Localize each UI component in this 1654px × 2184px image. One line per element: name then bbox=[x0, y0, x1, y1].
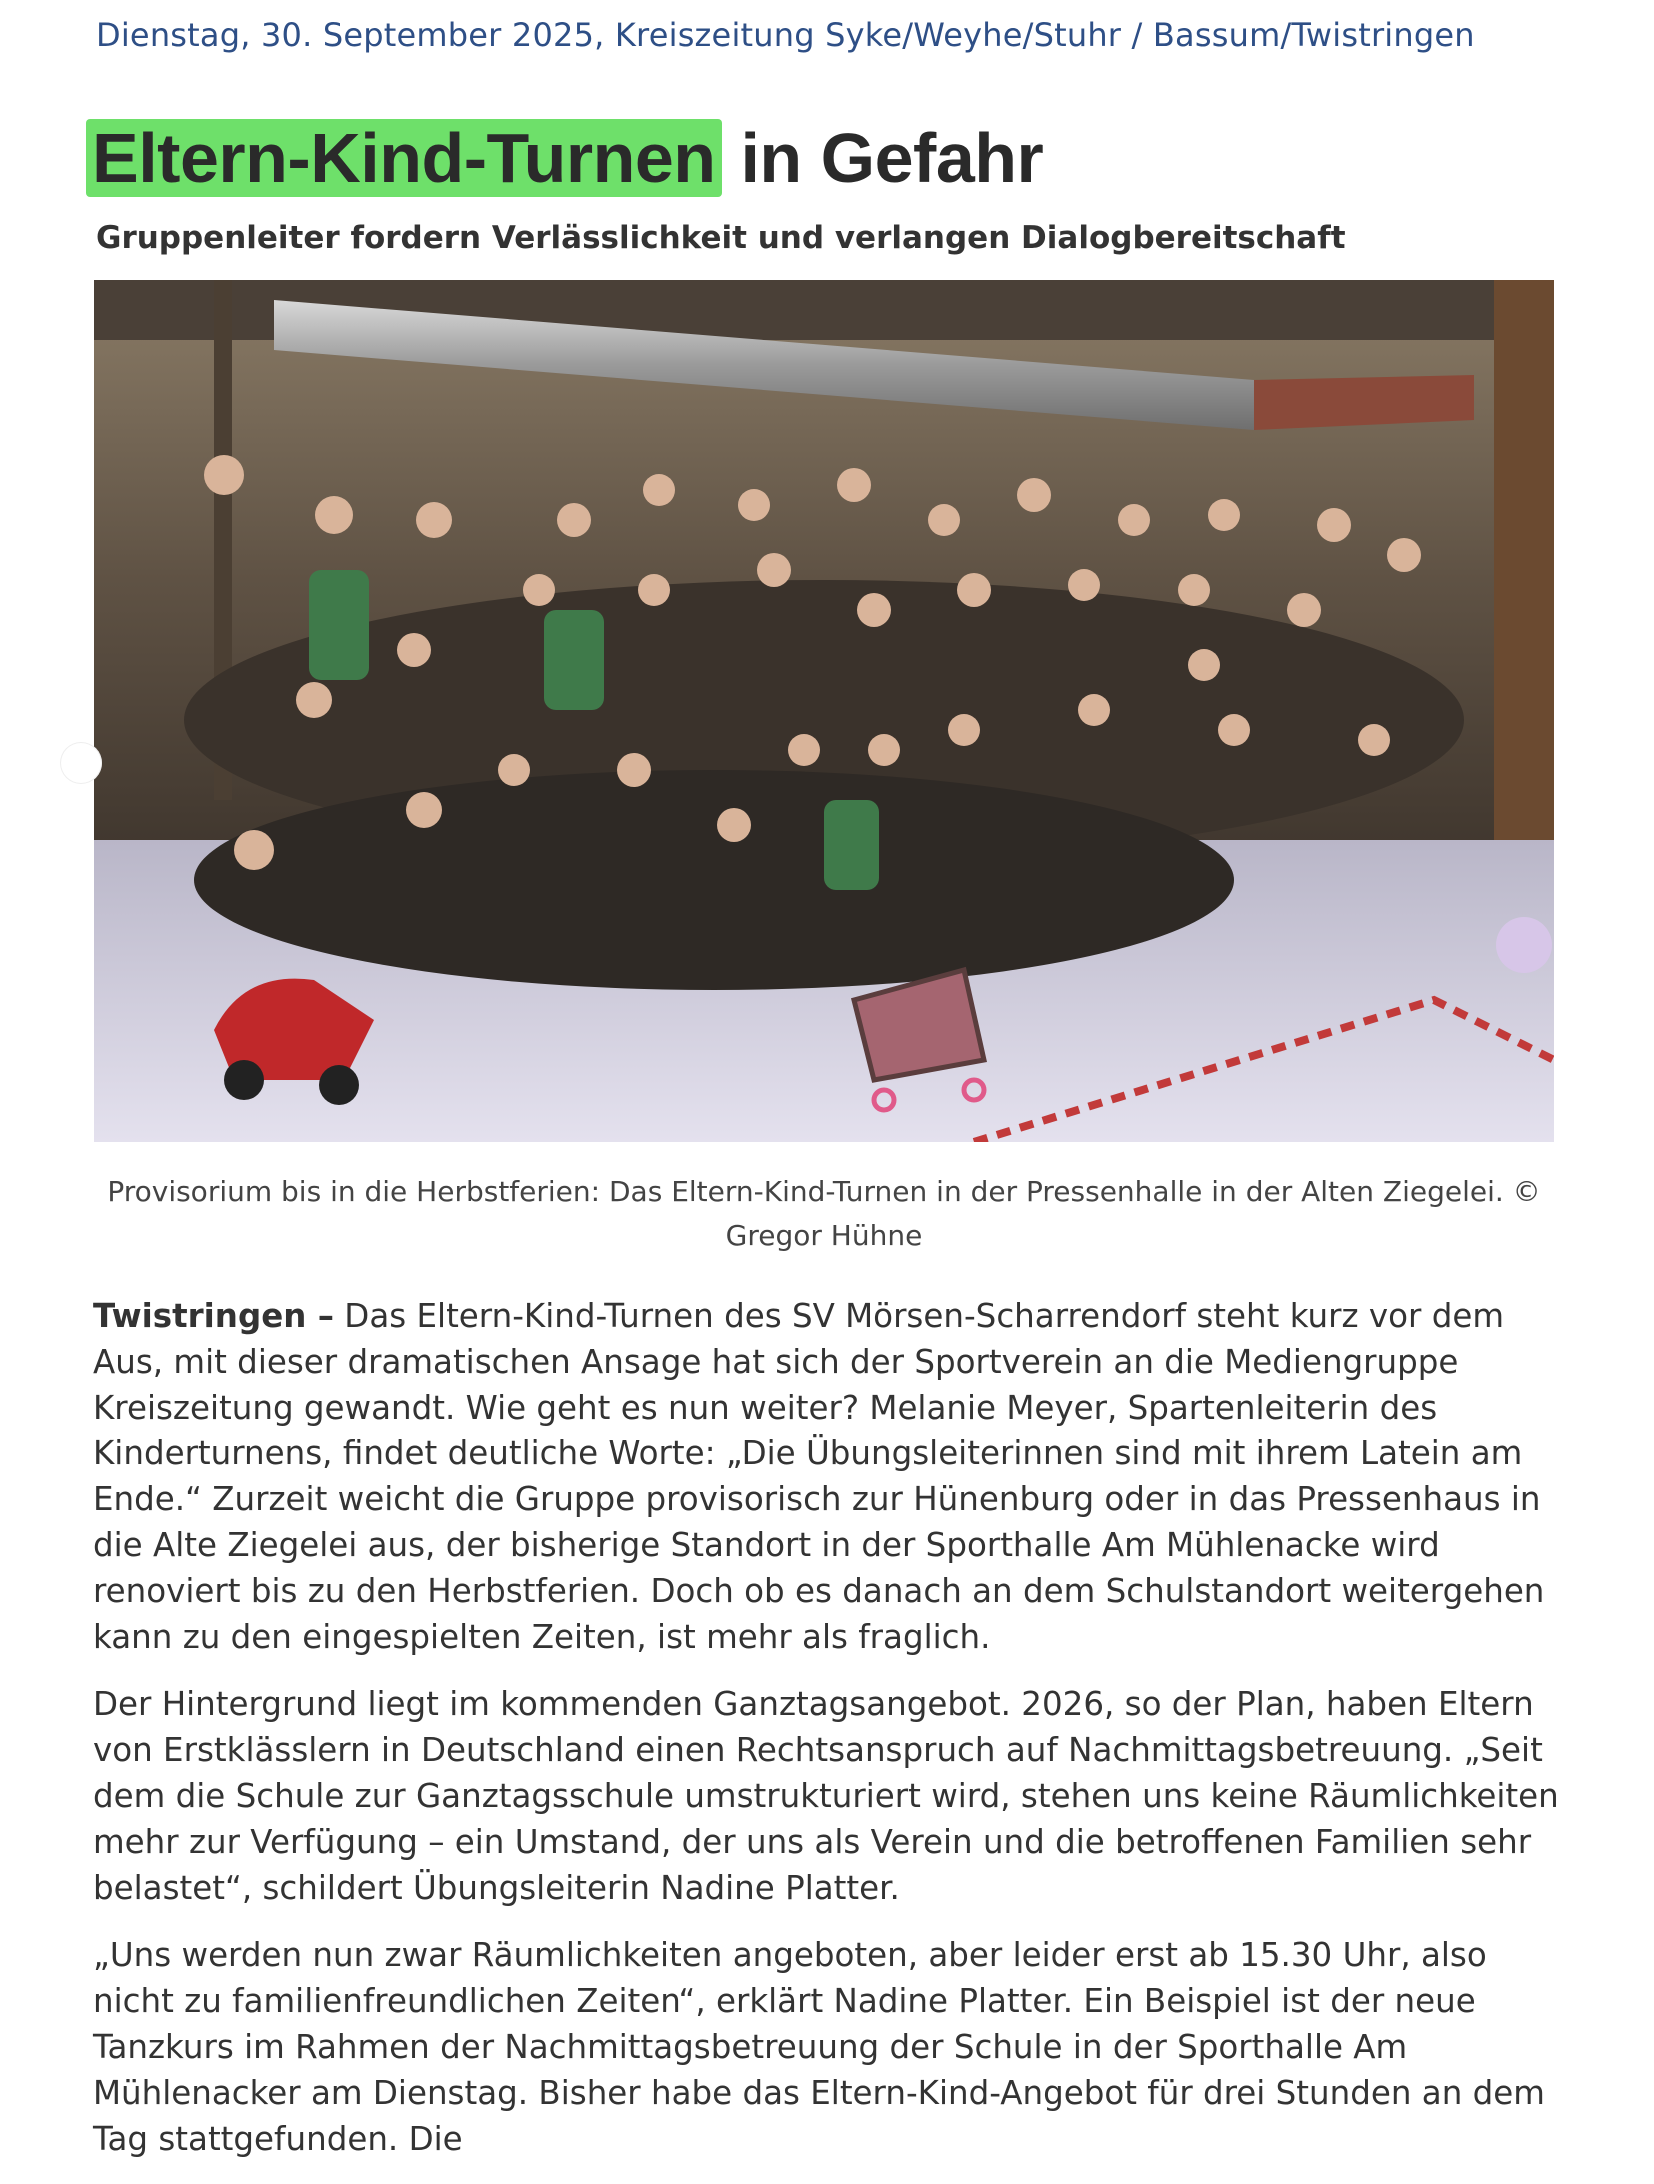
article-photo bbox=[94, 280, 1554, 1142]
paragraph-3: „Uns werden nun zwar Räumlichkeiten angeboten, aber leider erst ab 15.30 Uhr, also nicht zu familienfreundlichen Zeiten“, erklärt Nadine Platter. Ein Beispiel ist der neue Tanzkurs im Rahmen der Nachmittagsbetreuung der Schule in der Sporthalle Am Mühlenacker am Dienstag. Bisher habe das Eltern-Kind-Angebot für drei Stunden an dem Tag stattgefunden. Die bbox=[93, 1936, 1545, 2158]
headline-rest: in Gefahr bbox=[721, 119, 1044, 197]
paragraph-2: Der Hintergrund liegt im kommenden Ganztagsangebot. 2026, so der Plan, haben Eltern von Erstklässlern in Deutschland einen Rechtsanspruch auf Nachmittagsbetreuung. „Seit dem die Schule zur Ganztagsschule umstrukturiert wird, stehen uns keine Räumlichkeiten mehr zur Verfügung – ein Umstand, der uns als Verein und die betroffenen Familien sehr belastet“, schildert Übungsleiterin Nadine Platter. bbox=[93, 1685, 1559, 1907]
article-body bbox=[93, 1294, 1563, 2184]
article-city: Twistringen – bbox=[93, 1297, 334, 1335]
balloon bbox=[1496, 917, 1552, 973]
headline bbox=[92, 118, 1043, 198]
subheadline: Gruppenleiter fordern Verlässlichkeit und verlangen Dialogbereitschaft bbox=[96, 220, 1346, 256]
photo-caption: Provisorium bis in die Herbstferien: Das Eltern-Kind-Turnen in der Pressenhalle in der Alten Ziegelei. © Gregor Hühne bbox=[107, 1175, 1541, 1252]
headline-highlight: Eltern-Kind-Turnen bbox=[86, 119, 722, 197]
paragraph-1-text: Das Eltern-Kind-Turnen des SV Mörsen-Scharrendorf steht kurz vor dem Aus, mit dieser dramatischen Ansage hat sich der Sportverein an die Mediengruppe Kreiszeitung gewandt. Wie geht es nun weiter? Melanie Meyer, Spartenleiterin des Kinderturnens, findet deutliche Worte: „Die Übungsleiterinnen sind mit ihrem Latein am Ende.“ Zurzeit weicht die Gruppe provisorisch zur Hünenburg oder in das Pressenhaus in die Alte Ziegelei aus, der bisherige Standort in der Sporthalle Am Mühlenacke wird renoviert bis zu den Herbstferien. Doch ob es danach an dem Schulstandort weitergehen kann zu den eingespielten Zeiten, ist mehr als fraglich. bbox=[93, 1297, 1545, 1656]
punch-hole bbox=[60, 742, 102, 784]
paragraph-1 bbox=[93, 1294, 1563, 1660]
dateline: Dienstag, 30. September 2025, Kreiszeitung Syke/Weyhe/Stuhr / Bassum/Twistringen bbox=[96, 16, 1475, 54]
